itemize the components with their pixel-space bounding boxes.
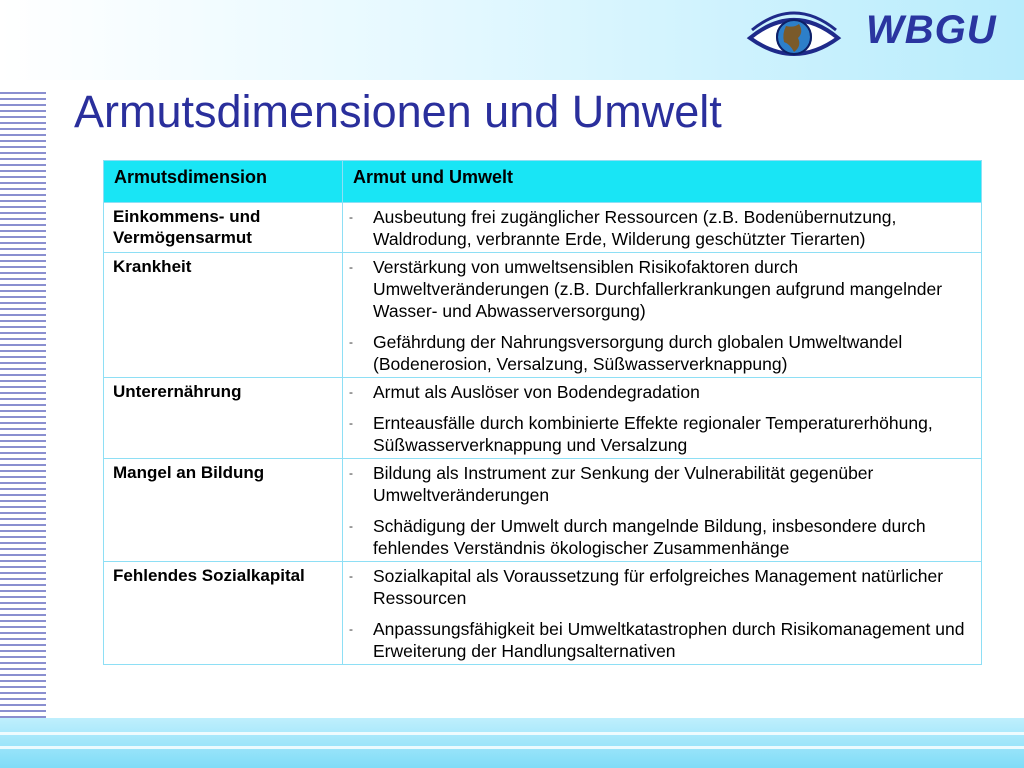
table-header-row: [104, 161, 982, 203]
dash-bullet-icon: -: [349, 519, 353, 533]
items-cell: [343, 562, 982, 665]
items-cell: [343, 253, 982, 378]
list-item: - Ausbeutung frei zugänglicher Ressourcen (z.B. Bodenübernutzung, Waldrodung, verbrannte Erde, Wilderung geschützter Tierarten): [349, 207, 897, 249]
poverty-environment-table: [103, 160, 982, 665]
dash-bullet-icon: -: [349, 210, 353, 224]
dash-bullet-icon: -: [349, 385, 353, 399]
items-cell: [343, 459, 982, 562]
dash-bullet-icon: -: [349, 260, 353, 274]
list-item: - Anpassungsfähigkeit bei Umweltkatastrophen durch Risikomanagement und Erweiterung der Handlungsalternativen: [349, 619, 965, 661]
list-item: - Sozialkapital als Voraussetzung für erfolgreiches Management natürlicher Ressourcen: [349, 566, 944, 608]
table-row: [104, 203, 982, 253]
footer-band: [0, 718, 1024, 768]
list-item: - Ernteausfälle durch kombinierte Effekte regionaler Temperaturerhöhung, Süßwasserverknappung und Versalzung: [349, 413, 933, 455]
dimension-cell: Unterernährung: [104, 378, 343, 459]
table-row: [104, 253, 982, 378]
page-title: Armutsdimensionen und Umwelt: [74, 86, 722, 137]
table-row: [104, 562, 982, 665]
dimension-cell: Einkommens- und Vermögensarmut: [104, 203, 343, 253]
table-row: [104, 459, 982, 562]
dash-bullet-icon: -: [349, 416, 353, 430]
decorative-stripes: [0, 92, 46, 718]
items-cell: [343, 378, 982, 459]
dash-bullet-icon: -: [349, 466, 353, 480]
column-header-environment: Armut und Umwelt: [343, 161, 982, 203]
items-cell: [343, 203, 982, 253]
dash-bullet-icon: -: [349, 622, 353, 636]
list-item: - Bildung als Instrument zur Senkung der Vulnerabilität gegenüber Umweltveränderungen: [349, 463, 874, 505]
table-row: [104, 378, 982, 459]
dimension-cell: Fehlendes Sozialkapital: [104, 562, 343, 665]
dash-bullet-icon: -: [349, 335, 353, 349]
list-item: - Schädigung der Umwelt durch mangelnde Bildung, insbesondere durch fehlendes Verständnis ökologischer Zusammenhänge: [349, 516, 926, 558]
list-item: - Armut als Auslöser von Bodendegradation: [349, 382, 700, 402]
dash-bullet-icon: -: [349, 569, 353, 583]
list-item: - Verstärkung von umweltsensiblen Risikofaktoren durch Umweltveränderungen (z.B. Durchfallerkrankungen aufgrund mangelnder Wasser- und Abwasserversorgung): [349, 257, 943, 321]
dimension-cell: Mangel an Bildung: [104, 459, 343, 562]
list-item: - Gefährdung der Nahrungsversorgung durch globalen Umweltwandel (Bodenerosion, Versalzung, Süßwasserverknappung): [349, 332, 903, 374]
dimension-cell: Krankheit: [104, 253, 343, 378]
eye-globe-icon: [744, 8, 844, 64]
wbgu-logo: WBGU: [866, 8, 997, 52]
column-header-dimension: Armutsdimension: [104, 161, 343, 203]
